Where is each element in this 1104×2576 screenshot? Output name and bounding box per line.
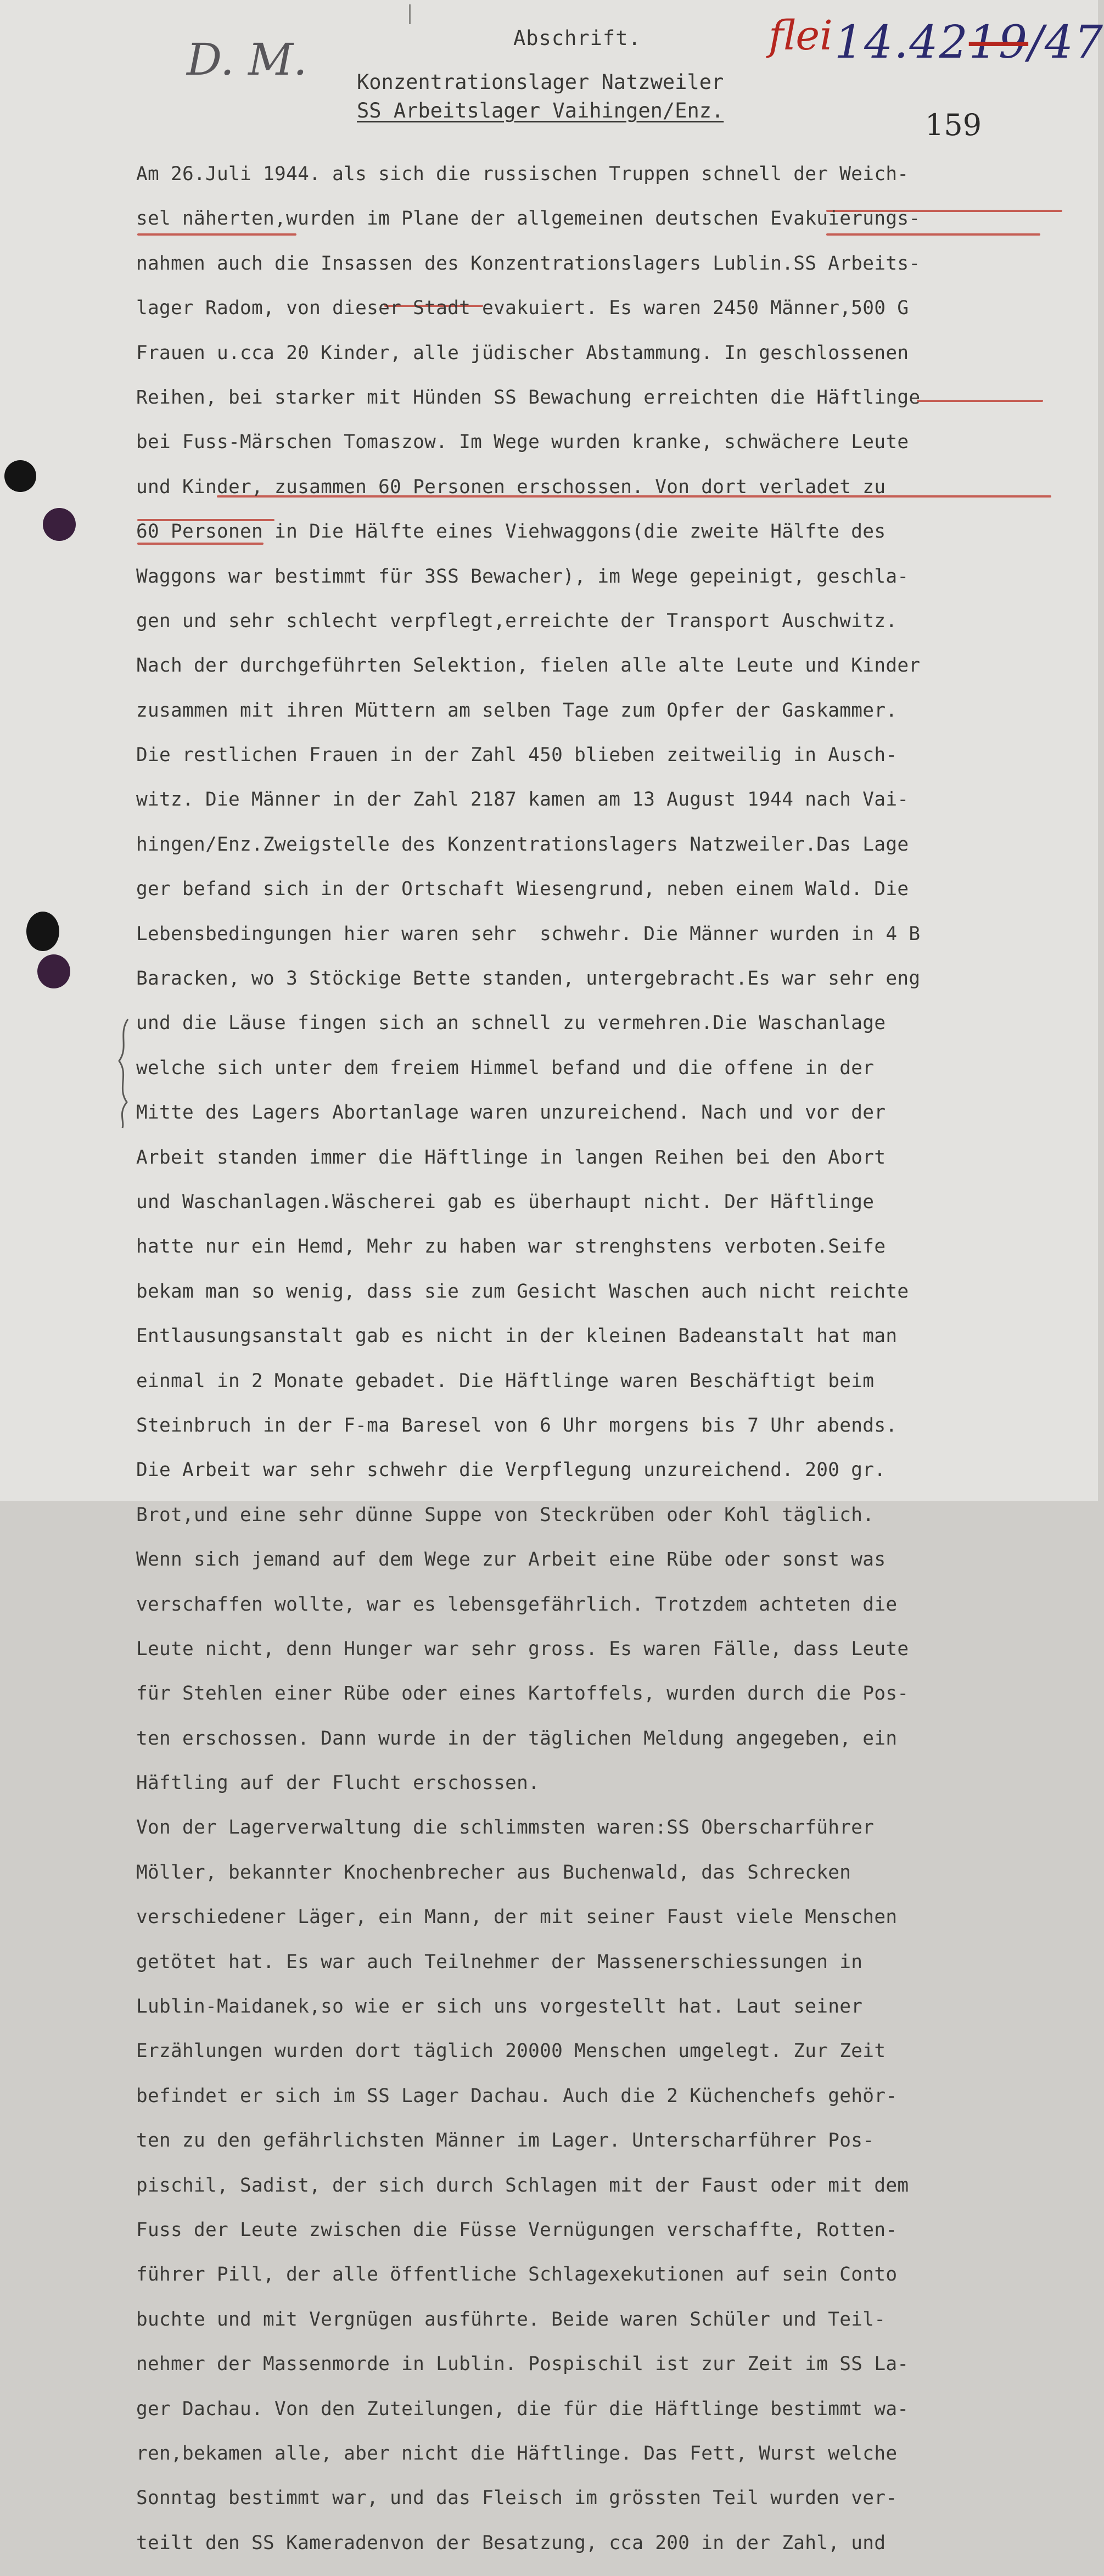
body-line: Fuss der Leute zwischen die Füsse Vernügungen verschaffte, Rotten- bbox=[136, 2219, 898, 2241]
body-line: pischil, Sadist, der sich durch Schlagen mit der Faust oder mit dem bbox=[136, 2174, 909, 2197]
body-line: und die Läuse fingen sich an schnell zu vermehren.Die Waschanlage bbox=[136, 1012, 886, 1035]
body-line: Steinbruch in der F-ma Baresel von 6 Uhr morgens bis 7 Uhr abends. bbox=[136, 1414, 898, 1437]
body-line: hingen/Enz.Zweigstelle des Konzentrationslagers Natzweiler.Das Lage bbox=[136, 833, 909, 856]
body-line: lager Radom, von dieser Stadt evakuiert. Es waren 2450 Männer,500 G bbox=[136, 297, 909, 320]
body-line: bekam man so wenig, dass sie zum Gesicht Waschen auch nicht reichte bbox=[136, 1280, 909, 1303]
margin-bracket bbox=[113, 1017, 135, 1130]
body-line: Waggons war bestimmt für 3SS Bewacher), im Wege gepeinigt, geschla- bbox=[136, 565, 909, 588]
body-line: und Waschanlagen.Wäscherei gab es überhaupt nicht. Der Häftlinge bbox=[136, 1191, 875, 1213]
body-line: Möller, bekannter Knochenbrecher aus Buchenwald, das Schrecken bbox=[136, 1861, 851, 1884]
body-line: witz. Die Männer in der Zahl 2187 kamen am 13 August 1944 nach Vai- bbox=[136, 789, 909, 811]
body-line: Entlausungsanstalt gab es nicht in der kleinen Badeanstalt hat man bbox=[136, 1325, 898, 1348]
body-line: Frauen u.cca 20 Kinder, alle jüdischer Abstammung. In geschlossenen bbox=[136, 342, 909, 364]
body-line: getötet hat. Es war auch Teilnehmer der Massenerschiessungen in bbox=[136, 1951, 863, 1973]
body-line: Am 26.Juli 1944. als sich die russischen Truppen schnell der Weich- bbox=[136, 163, 909, 185]
body-line: Die Arbeit war sehr schwehr die Verpflegung unzureichend. 200 gr. bbox=[136, 1459, 886, 1482]
body-line: einmal in 2 Monate gebadet. Die Häftlinge waren Beschäftigt beim bbox=[136, 1370, 875, 1392]
body-line: Arbeit standen immer die Häftlinge in langen Reihen bei den Abort bbox=[136, 1146, 886, 1169]
body-line: ger befand sich in der Ortschaft Wiesengrund, neben einem Wald. Die bbox=[136, 878, 909, 901]
body-line: sel näherten,wurden im Plane der allgemeinen deutschen Evakuierungs- bbox=[136, 208, 921, 230]
body-line: für Stehlen einer Rübe oder eines Kartoffels, wurden durch die Pos- bbox=[136, 1683, 909, 1705]
body-line: hatte nur ein Hemd, Mehr zu haben war strenghstens verboten.Seife bbox=[136, 1236, 886, 1258]
page-number: 159 bbox=[925, 108, 982, 142]
body-line: nehmer der Massenmorde in Lublin. Pospischil ist zur Zeit im SS La- bbox=[136, 2353, 909, 2376]
body-line: verschaffen wollte, war es lebensgefährlich. Trotzdem achteten die bbox=[136, 1593, 898, 1616]
body-line: befindet er sich im SS Lager Dachau. Auch die 2 Küchenchefs gehör- bbox=[136, 2085, 898, 2107]
archive-ref-suffix: /47 bbox=[1028, 16, 1104, 69]
handwritten-red-annotation: flei bbox=[769, 12, 833, 59]
archive-ref-number: 14.42 bbox=[834, 16, 969, 69]
body-line: Die restlichen Frauen in der Zahl 450 blieben zeitweilig in Ausch- bbox=[136, 744, 898, 767]
body-line: welche sich unter dem freiem Himmel befand und die offene in der bbox=[136, 1057, 875, 1079]
body-line: ten erschossen. Dann wurde in der täglichen Meldung angegeben, ein bbox=[136, 1727, 898, 1750]
body-line: zusammen mit ihren Müttern am selben Tage zum Opfer der Gaskammer. bbox=[136, 699, 898, 722]
body-line: nahmen auch die Insassen des Konzentrationslagers Lublin.SS Arbeits- bbox=[136, 252, 921, 275]
ink-smudge bbox=[409, 4, 411, 24]
body-line: ren,bekamen alle, aber nicht die Häftlinge. Das Fett, Wurst welche bbox=[136, 2442, 898, 2465]
handwritten-initials: D. M. bbox=[187, 34, 307, 85]
punch-hole bbox=[43, 508, 76, 541]
body-line: 60 Personen in Die Hälfte eines Viehwaggons(die zweite Hälfte des bbox=[136, 521, 886, 543]
punch-hole bbox=[26, 912, 59, 951]
body-line: führer Pill, der alle öffentliche Schlagexekutionen auf sein Conto bbox=[136, 2264, 898, 2286]
body-line: verschiedener Läger, ein Mann, der mit seiner Faust viele Menschen bbox=[136, 1906, 898, 1929]
heading-subcamp: SS Arbeitslager Vaihingen/Enz. bbox=[357, 99, 724, 122]
body-line: Häftling auf der Flucht erschossen. bbox=[136, 1772, 540, 1795]
document-body bbox=[136, 142, 1080, 2576]
heading-camp: Konzentrationslager Natzweiler bbox=[357, 70, 724, 94]
body-line: ger Dachau. Von den Zuteilungen, die für die Häftlinge bestimmt wa- bbox=[136, 2398, 909, 2420]
body-line: Nach der durchgeführten Selektion, fielen alle alte Leute und Kinder bbox=[136, 655, 921, 677]
body-line: bei Fuss-Märschen Tomaszow. Im Wege wurden kranke, schwächere Leute bbox=[136, 431, 909, 454]
body-line: Leute nicht, denn Hunger war sehr gross. Es waren Fälle, dass Leute bbox=[136, 1638, 909, 1660]
body-line: Lublin-Maidanek,so wie er sich uns vorgestellt hat. Laut seiner bbox=[136, 1996, 863, 2018]
punch-hole bbox=[4, 460, 36, 492]
body-line: Erzählungen wurden dort täglich 20000 Menschen umgelegt. Zur Zeit bbox=[136, 2040, 886, 2063]
body-line: Reihen, bei starker mit Hünden SS Bewachung erreichten die Häftlinge bbox=[136, 386, 921, 409]
body-line: teilt den SS Kameradenvon der Besatzung, cca 200 in der Zahl, und bbox=[136, 2532, 886, 2554]
body-line: Mitte des Lagers Abortanlage waren unzureichend. Nach und vor der bbox=[136, 1102, 886, 1124]
document-title: Abschrift. bbox=[513, 26, 641, 50]
body-line: Wenn sich jemand auf dem Wege zur Arbeit eine Rübe oder sonst was bbox=[136, 1549, 886, 1571]
body-line: Sonntag bestimmt war, und das Fleisch im grössten Teil wurden ver- bbox=[136, 2487, 898, 2510]
archive-ref-struck: 19 bbox=[968, 16, 1029, 69]
handwritten-archive-reference bbox=[834, 16, 1104, 69]
body-line: Von der Lagerverwaltung die schlimmsten waren:SS Oberscharführer bbox=[136, 1817, 875, 1839]
body-line: gen und sehr schlecht verpflegt,erreichte der Transport Auschwitz. bbox=[136, 610, 898, 632]
body-line: Lebensbedingungen hier waren sehr schwehr. Die Männer wurden in 4 B bbox=[136, 923, 921, 945]
body-line: buchte und mit Vergnügen ausführte. Beide waren Schüler und Teil- bbox=[136, 2308, 886, 2331]
body-line: ten zu den gefährlichsten Männer im Lager. Unterscharführer Pos- bbox=[136, 2130, 875, 2152]
body-line: und Kinder, zusammen 60 Personen erschossen. Von dort verladet zu bbox=[136, 476, 886, 498]
punch-hole bbox=[37, 954, 70, 988]
body-line: Brot,und eine sehr dünne Suppe von Steckrüben oder Kohl täglich. bbox=[136, 1504, 875, 1526]
body-line: Baracken, wo 3 Stöckige Bette standen, untergebracht.Es war sehr eng bbox=[136, 968, 921, 990]
